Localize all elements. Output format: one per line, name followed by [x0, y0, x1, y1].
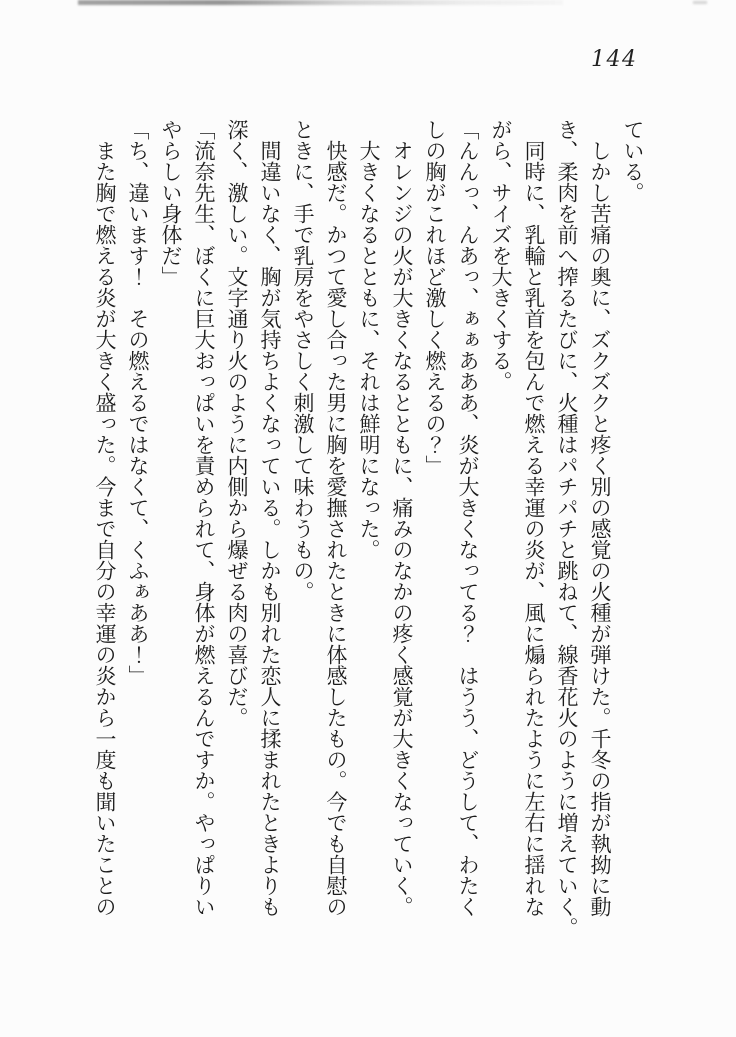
text-column: 大きくなるとともに、それは鮮明になった。 — [357, 119, 381, 560]
text-column: き、柔肉を前へ搾るたびに、火種はパチパチと跳ねて、線香花火のように増えていく。 — [555, 119, 579, 938]
text-column: がら、サイズを大きくする。 — [489, 119, 513, 392]
text-column: しの胸がこれほど激しく燃えるの？」 — [423, 119, 447, 476]
text-column: 快感だ。かつて愛し合った男に胸を愛撫されたときに体感したもの。今でも自慰の — [324, 119, 348, 917]
text-column: また胸で燃える炎が大きく盛った。今まで自分の幸運の炎から一度も聞いたことの — [93, 119, 117, 917]
text-column: 「んんっ、んあっ、ぁぁあああ、炎が大きくなってる？ はうう、どうして、わたく — [456, 119, 480, 917]
scan-artifact — [78, 0, 563, 5]
text-column: やらしい身体だ」 — [159, 119, 183, 287]
text-column: 深く、激しい。文字通り火のように内側から爆ぜる肉の喜びだ。 — [225, 119, 249, 728]
text-column: しかし苦痛の奥に、ズクズクと疼く別の感覚の火種が弾けた。千冬の指が執拗に動 — [588, 119, 612, 917]
text-column: 「ち、違います！ その燃えるではなくて、くふぁああ！」 — [126, 119, 150, 686]
scan-artifact — [693, 1, 707, 4]
text-column: 間違いなく、胸が気持ちよくなっている。しかも別れた恋人に揉まれたときよりも — [258, 119, 282, 917]
text-column: 同時に、乳輪と乳首を包んで燃える幸運の炎が、風に煽られたように左右に揺れな — [522, 119, 546, 917]
text-column: 「流奈先生、ぼくに巨大おっぱいを責められて、身体が燃えるんですか。やっぱりい — [192, 119, 216, 917]
text-column: オレンジの火が大きくなるとともに、痛みのなかの疼く感覚が大きくなっていく。 — [390, 119, 414, 917]
text-column: ときに、手で乳房をやさしく刺激して味わうもの。 — [291, 119, 315, 602]
page-number: 144 — [591, 47, 638, 72]
page-text — [88, 119, 649, 938]
text-column: ている。 — [621, 119, 645, 203]
